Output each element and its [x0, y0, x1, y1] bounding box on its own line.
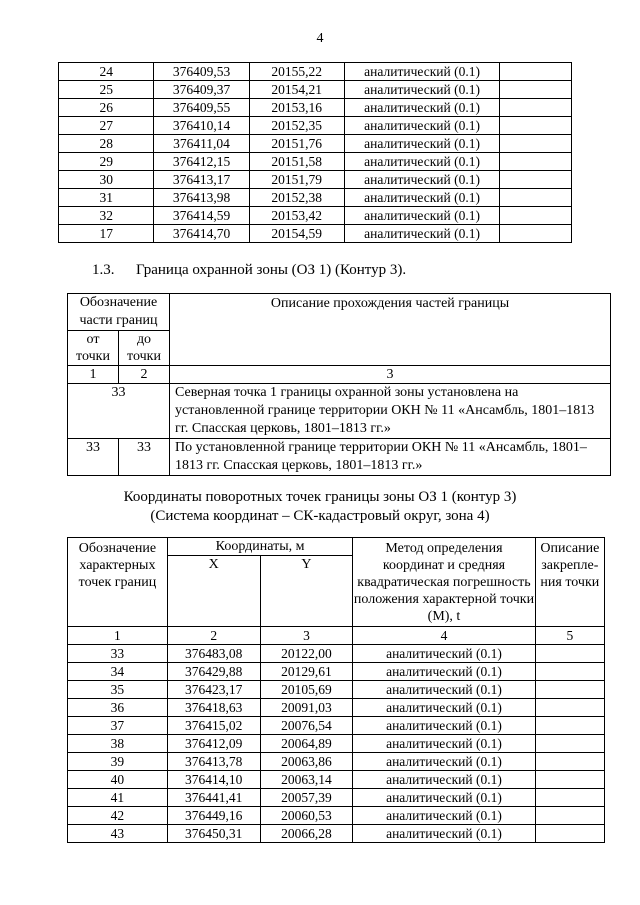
- table-cell: 376409,53: [154, 63, 249, 81]
- row1-point: 33: [68, 384, 170, 439]
- table-cell: [500, 135, 572, 153]
- table-cell: [500, 99, 572, 117]
- coordinates-title-line1: Координаты поворотных точек границы зоны ОЗ 1 (контур 3): [123, 489, 517, 505]
- table-cell: аналитический (0.1): [344, 99, 500, 117]
- table-row: [68, 771, 605, 789]
- table-cell: аналитический (0.1): [344, 225, 500, 243]
- table-row: [68, 789, 605, 807]
- table-cell: [535, 825, 604, 843]
- table-row: [59, 225, 572, 243]
- table-cell: 376412,09: [167, 735, 260, 753]
- table-cell: 376409,37: [154, 81, 249, 99]
- table-cell: 20154,59: [249, 225, 344, 243]
- table-cell: [535, 789, 604, 807]
- table-cell: [535, 681, 604, 699]
- table-row: [68, 717, 605, 735]
- coordinates-title: [0, 488, 640, 526]
- table-cell: 32: [59, 207, 154, 225]
- table-row: [59, 207, 572, 225]
- table-cell: [500, 153, 572, 171]
- table-cell: 20066,28: [260, 825, 353, 843]
- table-cell: 33: [68, 645, 168, 663]
- table-cell: аналитический (0.1): [344, 117, 500, 135]
- table-cell: 20122,00: [260, 645, 353, 663]
- header-y: Y: [260, 556, 353, 627]
- table-cell: 376409,55: [154, 99, 249, 117]
- table-cell: аналитический (0.1): [344, 153, 500, 171]
- table-cell: 42: [68, 807, 168, 825]
- coordinates-table-continued: [58, 62, 572, 243]
- table-cell: 26: [59, 99, 154, 117]
- col-num-4: 4: [353, 627, 535, 645]
- header-x: X: [167, 556, 260, 627]
- table-cell: аналитический (0.1): [353, 789, 535, 807]
- table-cell: 40: [68, 771, 168, 789]
- table-cell: 34: [68, 663, 168, 681]
- table-cell: 376413,78: [167, 753, 260, 771]
- header-description: Описание прохождения частей границы: [170, 294, 611, 366]
- table-cell: 376415,02: [167, 717, 260, 735]
- table-cell: [500, 207, 572, 225]
- table-cell: 20076,54: [260, 717, 353, 735]
- header-fixing-description: Описание закрепле-ния точки: [535, 538, 604, 627]
- header-to: до точки: [119, 331, 170, 366]
- row1-description: Северная точка 1 границы охранной зоны установлена на установленной границе территории ОКН № 11 «Ансамбль, 1801–1813 гг. Спасская церковь, 1801–1813 гг.»: [170, 384, 611, 439]
- table-cell: 17: [59, 225, 154, 243]
- table-row: [59, 117, 572, 135]
- table-cell: 24: [59, 63, 154, 81]
- table-cell: аналитический (0.1): [353, 699, 535, 717]
- coordinates-table: [67, 537, 605, 843]
- table-row: [59, 189, 572, 207]
- table-cell: 376413,17: [154, 171, 249, 189]
- table-cell: 29: [59, 153, 154, 171]
- table-cell: 20151,58: [249, 153, 344, 171]
- table-cell: аналитический (0.1): [353, 681, 535, 699]
- table-cell: 20091,03: [260, 699, 353, 717]
- table-row: [59, 63, 572, 81]
- table-cell: [500, 63, 572, 81]
- table-cell: 376418,63: [167, 699, 260, 717]
- table-cell: 43: [68, 825, 168, 843]
- table-cell: 376414,70: [154, 225, 249, 243]
- table-cell: 376450,31: [167, 825, 260, 843]
- table-cell: 30: [59, 171, 154, 189]
- table-cell: 20060,53: [260, 807, 353, 825]
- table-cell: 376483,08: [167, 645, 260, 663]
- header-method: Метод определения координат и средняя квадратическая погрешность положения характерной точки (М), t: [353, 538, 535, 627]
- table-cell: 36: [68, 699, 168, 717]
- table-cell: 20153,16: [249, 99, 344, 117]
- section-heading: [92, 262, 406, 279]
- table-row: [68, 699, 605, 717]
- col-num-1: 1: [68, 366, 119, 384]
- table-cell: 376449,16: [167, 807, 260, 825]
- table-cell: [500, 117, 572, 135]
- table-cell: аналитический (0.1): [344, 81, 500, 99]
- table-row: [68, 807, 605, 825]
- page-number: 4: [316, 31, 324, 46]
- table-cell: аналитический (0.1): [353, 753, 535, 771]
- col-num-5: 5: [535, 627, 604, 645]
- table-cell: 28: [59, 135, 154, 153]
- table-row: [68, 735, 605, 753]
- row2-to: 33: [119, 439, 170, 476]
- table-cell: аналитический (0.1): [353, 807, 535, 825]
- table-cell: [535, 699, 604, 717]
- table-cell: [500, 171, 572, 189]
- table-cell: 376410,14: [154, 117, 249, 135]
- table-cell: 41: [68, 789, 168, 807]
- col-num-3: 3: [170, 366, 611, 384]
- section-title: Граница охранной зоны (ОЗ 1) (Контур 3).: [136, 262, 407, 278]
- table-cell: [535, 735, 604, 753]
- boundary-description-table: [67, 293, 611, 476]
- table-cell: 37: [68, 717, 168, 735]
- table-cell: аналитический (0.1): [353, 735, 535, 753]
- row2-description: По установленной границе территории ОКН № 11 «Ансамбль, 1801–1813 гг. Спасская церковь, 1801–1813 гг.»: [170, 439, 611, 476]
- table-cell: 20063,14: [260, 771, 353, 789]
- table-cell: аналитический (0.1): [353, 825, 535, 843]
- table-cell: 39: [68, 753, 168, 771]
- table-cell: аналитический (0.1): [353, 771, 535, 789]
- table-cell: 376413,98: [154, 189, 249, 207]
- table-cell: [535, 645, 604, 663]
- table-row: [68, 681, 605, 699]
- table-row: [59, 153, 572, 171]
- table-cell: 20105,69: [260, 681, 353, 699]
- col-num-2: 2: [119, 366, 170, 384]
- table-cell: 20155,22: [249, 63, 344, 81]
- table-cell: 376414,59: [154, 207, 249, 225]
- table-cell: аналитический (0.1): [344, 135, 500, 153]
- table-cell: аналитический (0.1): [344, 171, 500, 189]
- coordinates-title-line2: (Система координат – СК-кадастровый округ, зона 4): [150, 508, 490, 524]
- table-cell: 20063,86: [260, 753, 353, 771]
- header-coordinates: Координаты, м: [167, 538, 352, 556]
- table-cell: [535, 753, 604, 771]
- section-number: 1.3.: [92, 262, 115, 278]
- table-cell: 20151,79: [249, 171, 344, 189]
- table-row: [59, 135, 572, 153]
- table-cell: 376441,41: [167, 789, 260, 807]
- table-cell: [535, 717, 604, 735]
- table-cell: 376429,88: [167, 663, 260, 681]
- table-cell: аналитический (0.1): [353, 717, 535, 735]
- table-cell: 27: [59, 117, 154, 135]
- table-cell: [535, 771, 604, 789]
- table-cell: 376423,17: [167, 681, 260, 699]
- table-cell: [535, 663, 604, 681]
- table-cell: 20153,42: [249, 207, 344, 225]
- table-row: [59, 81, 572, 99]
- table-row: [59, 171, 572, 189]
- table-cell: 20152,35: [249, 117, 344, 135]
- table-cell: 38: [68, 735, 168, 753]
- table-cell: 376412,15: [154, 153, 249, 171]
- table-cell: 376411,04: [154, 135, 249, 153]
- row2-from: 33: [68, 439, 119, 476]
- table-row: [68, 663, 605, 681]
- table-cell: 376414,10: [167, 771, 260, 789]
- table-cell: 20152,38: [249, 189, 344, 207]
- table-cell: аналитический (0.1): [344, 207, 500, 225]
- table-row: [68, 753, 605, 771]
- table-cell: 35: [68, 681, 168, 699]
- table-cell: аналитический (0.1): [353, 663, 535, 681]
- table-cell: 25: [59, 81, 154, 99]
- col-num-1: 1: [68, 627, 168, 645]
- table-cell: 20057,39: [260, 789, 353, 807]
- table-row: [68, 645, 605, 663]
- header-designation: Обозначение части границ: [68, 294, 170, 331]
- table-cell: [500, 189, 572, 207]
- table-cell: аналитический (0.1): [344, 63, 500, 81]
- table-cell: [500, 225, 572, 243]
- col-num-2: 2: [167, 627, 260, 645]
- table-cell: 20151,76: [249, 135, 344, 153]
- table-cell: аналитический (0.1): [353, 645, 535, 663]
- header-from: от точки: [68, 331, 119, 366]
- table-cell: 20064,89: [260, 735, 353, 753]
- table-cell: аналитический (0.1): [344, 189, 500, 207]
- table-cell: 20154,21: [249, 81, 344, 99]
- table-row: [68, 825, 605, 843]
- table-row: [59, 99, 572, 117]
- header-point-designation: Обозначение характерных точек границ: [68, 538, 168, 627]
- table-cell: [500, 81, 572, 99]
- table-cell: 31: [59, 189, 154, 207]
- table-cell: [535, 807, 604, 825]
- table-cell: 20129,61: [260, 663, 353, 681]
- col-num-3: 3: [260, 627, 353, 645]
